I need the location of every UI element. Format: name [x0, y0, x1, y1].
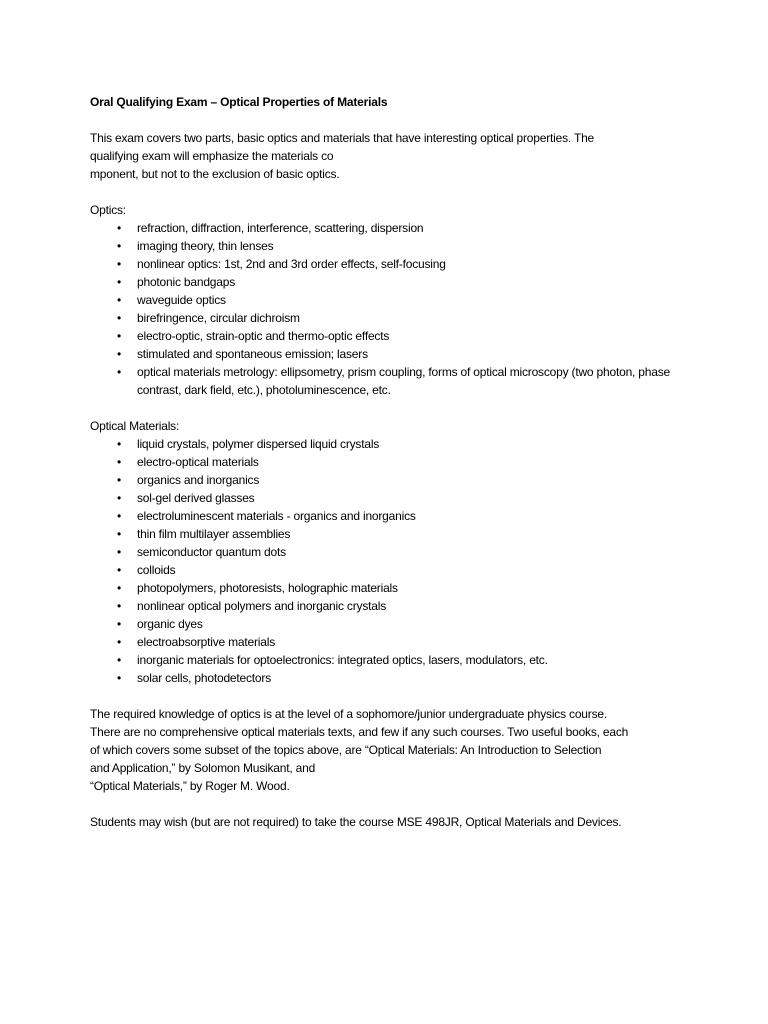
bullet-icon: •: [117, 545, 122, 559]
bullet-icon: •: [117, 221, 122, 235]
list-item: • optical materials metrology: ellipsometry, prism coupling, forms of optical microscopy (two photon, phase contrast, dark field, etc.), photoluminescence, etc.: [117, 365, 671, 397]
list-item: • sol-gel derived glasses: [117, 491, 255, 505]
bullet-icon: •: [117, 599, 122, 613]
bullet-icon: •: [117, 617, 122, 631]
bullet-icon: •: [117, 257, 122, 271]
list-item: • solar cells, photodetectors: [117, 671, 272, 685]
knowledge-line: of which covers some subset of the topics above, are “Optical Materials: An Introduction to Selection: [90, 743, 602, 757]
knowledge-line: and Application,” by Solomon Musikant, and: [90, 761, 316, 775]
list-item: • photonic bandgaps: [117, 275, 236, 289]
bullet-icon: •: [117, 491, 122, 505]
list-item: • thin film multilayer assemblies: [117, 527, 291, 541]
bullet-icon: •: [117, 275, 122, 289]
list-item: • stimulated and spontaneous emission; lasers: [117, 347, 368, 361]
bullet-icon: •: [117, 509, 122, 523]
bullet-icon: •: [117, 437, 122, 451]
bullet-icon: •: [117, 653, 122, 667]
list-item: • liquid crystals, polymer dispersed liquid crystals: [117, 437, 380, 451]
bullet-icon: •: [117, 311, 122, 325]
bullet-icon: •: [117, 293, 122, 307]
intro-line: mponent, but not to the exclusion of basic optics.: [90, 167, 340, 181]
closing-paragraph: Students may wish (but are not required) to take the course MSE 498JR, Optical Materials and Devices.: [90, 815, 622, 829]
knowledge-line: “Optical Materials,” by Roger M. Wood.: [90, 779, 290, 793]
list-item: • electroabsorptive materials: [117, 635, 275, 649]
list-item: • organic dyes: [117, 617, 203, 631]
list-item: • imaging theory, thin lenses: [117, 239, 274, 253]
list-item: • waveguide optics: [117, 293, 226, 307]
list-item: • refraction, diffraction, interference, scattering, dispersion: [117, 221, 424, 235]
intro-paragraph: [90, 129, 690, 183]
knowledge-line: There are no comprehensive optical materials texts, and few if any such courses. Two useful books, each: [90, 725, 629, 739]
list-item: • birefringence, circular dichroism: [117, 311, 300, 325]
list-item: • electro-optical materials: [117, 455, 259, 469]
optics-heading: Optics:: [90, 203, 126, 217]
bullet-icon: •: [117, 563, 122, 577]
optics-list: [90, 219, 690, 399]
bullet-icon: •: [117, 239, 122, 253]
knowledge-paragraph: [90, 705, 690, 795]
bullet-icon: •: [117, 527, 122, 541]
list-item: • organics and inorganics: [117, 473, 260, 487]
list-item: • nonlinear optics: 1st, 2nd and 3rd order effects, self-focusing: [117, 257, 446, 271]
list-item: • electro-optic, strain-optic and thermo-optic effects: [117, 329, 390, 343]
list-item: • semiconductor quantum dots: [117, 545, 286, 559]
document-page: [90, 93, 690, 849]
knowledge-line: The required knowledge of optics is at the level of a sophomore/junior undergraduate physics course.: [90, 707, 607, 721]
bullet-icon: •: [117, 581, 122, 595]
list-item: • nonlinear optical polymers and inorganic crystals: [117, 599, 386, 613]
bullet-icon: •: [117, 671, 122, 685]
bullet-icon: •: [117, 473, 122, 487]
list-item: • colloids: [117, 563, 176, 577]
list-item: • inorganic materials for optoelectronics: integrated optics, lasers, modulators, etc.: [117, 653, 548, 667]
list-item: • electroluminescent materials - organics and inorganics: [117, 509, 416, 523]
materials-list: [90, 435, 690, 687]
bullet-icon: •: [117, 455, 122, 469]
list-item: • photopolymers, photoresists, holographic materials: [117, 581, 398, 595]
bullet-icon: •: [117, 347, 122, 361]
bullet-icon: •: [117, 365, 122, 379]
materials-heading: Optical Materials:: [90, 419, 180, 433]
bullet-icon: •: [117, 329, 122, 343]
intro-line: qualifying exam will emphasize the materials co: [90, 149, 334, 163]
page-title: Oral Qualifying Exam – Optical Properties of Materials: [90, 95, 388, 109]
bullet-icon: •: [117, 635, 122, 649]
intro-line: This exam covers two parts, basic optics and materials that have interesting optical properties. The: [90, 131, 595, 145]
